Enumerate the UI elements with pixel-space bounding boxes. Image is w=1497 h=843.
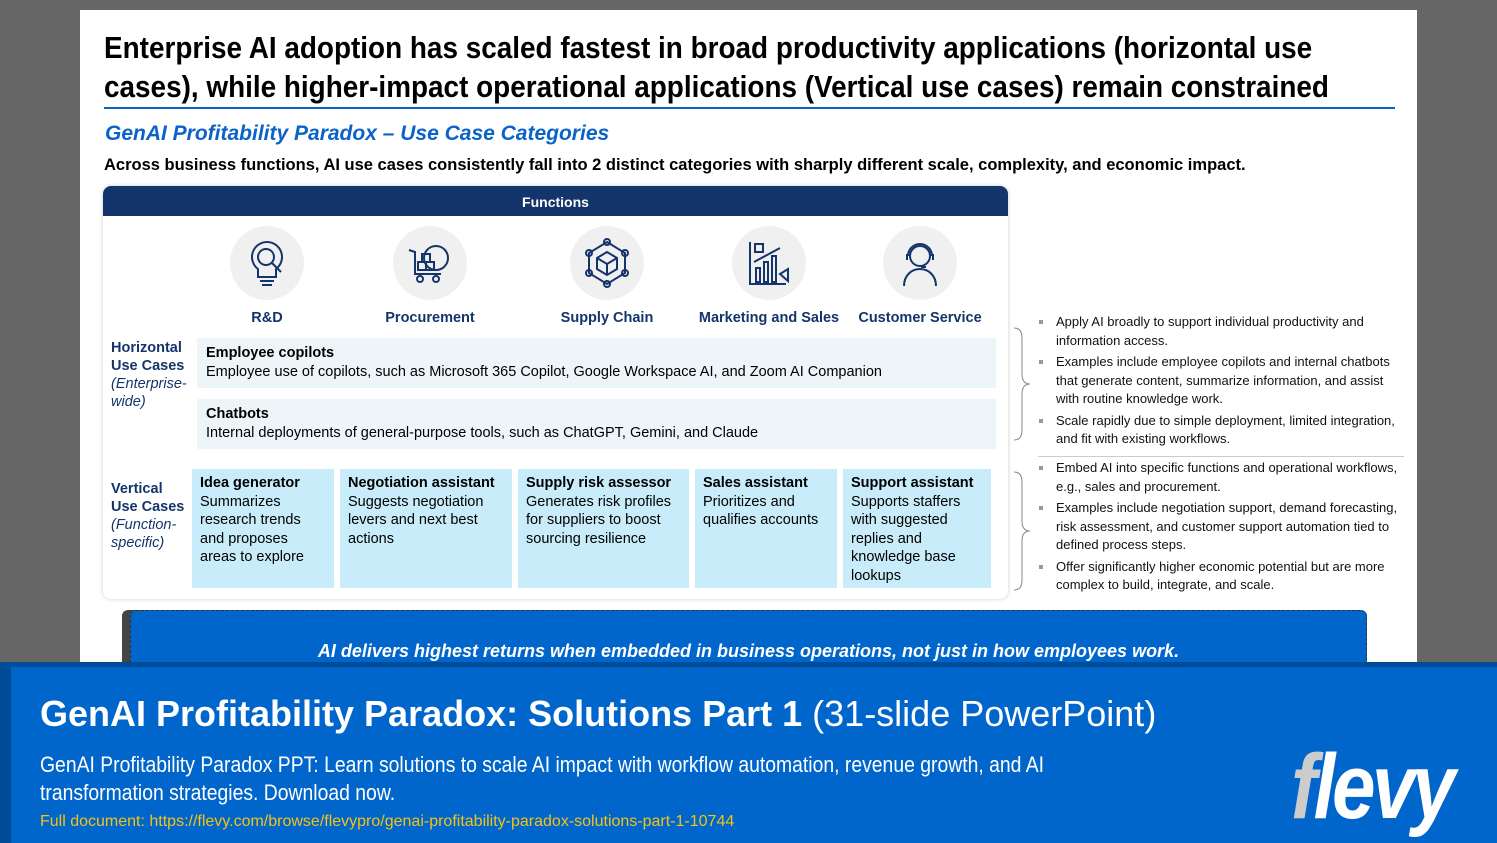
vertical-bullets: Embed AI into specific functions and operational workflows, e.g., sales and procurement. Examples include negotiation support, demand forecasting, risk assessment, and customer support automation tied to defined process steps. Offer significantly higher economic potential but are more complex to build, integrate, and scale. <box>1038 459 1398 598</box>
vertical-item: Supply risk assessor Generates risk profiles for suppliers to boost sourcing resilience <box>518 469 689 588</box>
slide-subtitle: GenAI Profitability Paradox – Use Case Categories <box>105 122 610 145</box>
headset-agent-icon <box>883 226 957 300</box>
chart-megaphone-icon <box>732 226 806 300</box>
horizontal-item: Chatbots Internal deployments of general-purpose tools, such as ChatGPT, Gemini, and Claude <box>197 399 996 449</box>
slide-description: Across business functions, AI use cases consistently fall into 2 distinct categories with sharply different scale, complexity, and economic impact. <box>104 156 1246 174</box>
use-case-matrix <box>103 186 1008 599</box>
function-procurement: Procurement <box>350 226 510 326</box>
slide-title: Enterprise AI adoption has scaled fastest in broad productivity applications (horizontal use cases), while higher-impact operational applications (Vertical use cases) remain constrained <box>104 30 1329 104</box>
title-rule <box>104 107 1395 109</box>
vertical-item: Sales assistant Prioritizes and qualifies accounts <box>695 469 837 588</box>
network-cube-icon <box>570 226 644 300</box>
vertical-label: Vertical Use Cases (Function-specific) <box>111 481 185 551</box>
function-customer-service: Customer Service <box>840 226 1000 326</box>
function-marketing-sales: Marketing and Sales <box>689 226 849 326</box>
promo-banner <box>0 662 1497 843</box>
horizontal-brace <box>1012 326 1032 442</box>
cart-gear-icon <box>393 226 467 300</box>
lightbulb-search-icon <box>230 226 304 300</box>
divider <box>1038 456 1404 457</box>
key-takeaway-callout: AI delivers highest returns when embedded in business operations, not just in how employees work. <box>130 610 1367 670</box>
functions-header: Functions <box>103 186 1008 216</box>
vertical-item: Idea generator Summarizes research trends and proposes areas to explore <box>192 469 334 588</box>
function-supply-chain: Supply Chain <box>527 226 687 326</box>
vertical-item: Negotiation assistant Suggests negotiation levers and next best actions <box>340 469 512 588</box>
horizontal-bullets: Apply AI broadly to support individual productivity and information access. Examples include employee copilots and internal chatbots that generate content, summarize information, and assist with routine knowledge work. Scale rapidly due to simple deployment, limited integration, and fit with existing workflows. <box>1038 313 1398 452</box>
horizontal-label: Horizontal Use Cases (Enterprise-wide) <box>111 340 187 410</box>
vertical-item: Support assistant Supports staffers with suggested replies and knowledge base lookups <box>843 469 991 588</box>
full-document-link[interactable]: Full document: https://flevy.com/browse/flevypro/genai-profitability-paradox-solutions-part-1-10744 <box>40 813 735 830</box>
banner-title: GenAI Profitability Paradox: Solutions Part 1 (31-slide PowerPoint) <box>40 693 1157 734</box>
function-rd: R&D <box>187 226 347 326</box>
vertical-brace <box>1012 470 1032 592</box>
banner-description: GenAI Profitability Paradox PPT: Learn solutions to scale AI impact with workflow automation, revenue growth, and AI transformation strategies. Download now. <box>40 752 1045 805</box>
slide <box>80 10 1417 662</box>
horizontal-item: Employee copilots Employee use of copilots, such as Microsoft 365 Copilot, Google Workspace AI, and Zoom AI Companion <box>197 338 996 388</box>
flevy-logo[interactable]: flevy <box>1291 736 1453 838</box>
